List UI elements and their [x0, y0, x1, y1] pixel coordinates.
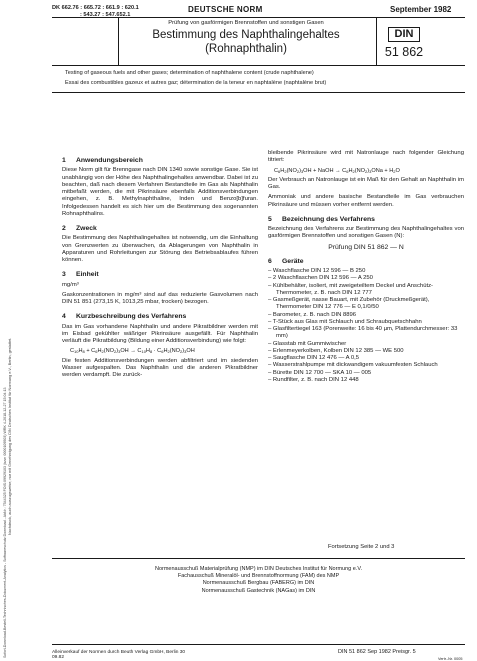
- section-3-unit: mg/m³: [62, 281, 79, 288]
- continuation-note: Fortsetzung Seite 2 und 3: [328, 544, 395, 550]
- right-column: [268, 150, 464, 384]
- test-designation: Prüfung DIN 51 862 — N: [328, 243, 404, 251]
- equipment-list: [268, 268, 464, 384]
- section-1-text: Diese Norm gilt für Brenngase nach DIN 1340 sowie sonstige Gase. Sie ist unabhängig von der Höhe des Naphthalingehaltes anwendbar. Dabei ist zu beachten, daß nach diesem Verfahren Bestandteile im Gas als Naphthalin mitbefaßt werden, die mit Pikrinsäure ebenfalls Additionsverbindungen eingehen, z. B. Methylnaphthaline, Inden und Benzo[b]furan. Infolgedessen handelt es sich hier um die Bestimmung des sogenannten Rohnaphthalins.: [62, 167, 258, 217]
- committee-line: Fachausschuß Mineralöl- und Brennstoffnormung (FAM) des NMP: [177, 573, 340, 580]
- section-number: 4: [62, 313, 66, 321]
- publisher-info: [52, 650, 185, 660]
- committee-line: Normenausschuß Gastechnik (NAGas) im DIN: [201, 587, 316, 594]
- section-title: Geräte: [282, 257, 304, 265]
- equipment-item: – Barometer, z. B. nach DIN 8896: [268, 311, 357, 318]
- equipment-item: – Bürette DIN 12 700 — SKA 10 — 005: [268, 369, 372, 376]
- translation-rule: [52, 92, 465, 93]
- section-4-heading: [62, 313, 258, 320]
- equipment-item: – Gasmeßgerät, nasse Bauart, mit Zubehör (Druckmeßgerät), Thermometer DIN 12 776 — E 0,1/0/50: [268, 297, 430, 311]
- equipment-item: – Glasstab mit Gummiwischer: [268, 340, 347, 347]
- ammonia-text: Ammoniak und andere basische Bestandteile im Gas verbrauchen Pikrinsäure und müssen vorher entfernt werden.: [268, 194, 464, 208]
- document-title: Bestimmung des Naphthalingehaltes: [152, 29, 340, 41]
- footer-rule: [52, 558, 465, 559]
- din-logo: DIN: [388, 27, 420, 42]
- section-title: Bezeichnung des Verfahrens: [282, 215, 375, 223]
- equipment-item: – Kühlbehälter, isoliert, mit zweigeteiltem Deckel und Anschütz-Thermometer, z. B. nach DIN 12 777: [268, 282, 434, 296]
- titration-formula: $C_6H_2(NO_2)_3OH$ + NaOH → $C_6H_2(NO_2)_3ONa + H_2O$: [274, 167, 400, 174]
- section-2-text: Die Bestimmung des Naphthalingehaltes ist notwendig, um die Einhaltung von Grenzwerten zu überwachen, da Ablagerungen von Naphthalin in Apparaturen und Rohrleitungen zur Störung des Betriebsablaufes führen können.: [62, 235, 258, 263]
- section-number: 1: [62, 157, 66, 164]
- section-4-text: Das im Gas vorhandene Naphthalin und andere Pikratbildner werden mit im Eisbad gekühlter wäßriger Pikrinsäure ausgefällt. Für Naphthalin verläuft die Pikratbildung (Bildung einer Additionsverbindung) wie folgt:: [62, 323, 258, 344]
- section-title: Kurzbeschreibung des Verfahrens: [76, 313, 187, 321]
- title-left-divider: [118, 17, 119, 65]
- section-5-heading: [268, 216, 464, 223]
- title-right-divider: [376, 17, 377, 65]
- committee-footer: [52, 566, 465, 595]
- section-2-heading: [62, 225, 258, 232]
- header-bottom-rule: [52, 65, 465, 66]
- section-3-heading: [62, 271, 258, 278]
- equipment-item: – T-Stück aus Glas mit Schlauch und Schraubquetschhahn: [268, 318, 422, 325]
- equipment-item: – Glasfiltertiegel 163 (Porenweite: 16 bis 40 µm, Plattendurchmesser: 33 mm): [268, 326, 458, 340]
- document-subtitle: Prüfung von gasförmigen Brennstoffen und sonstigen Gasen: [168, 20, 324, 26]
- document-title-sub: (Rohnaphthalin): [205, 43, 287, 55]
- equipment-item: – Waschflasche DIN 12 596 — B 250: [268, 268, 366, 274]
- equipment-item: – Erlenmeyerkolben, Kolben DIN 12 385 — WE 500: [268, 347, 404, 354]
- equipment-item: – Rundfilter, z. B. nach DIN 12 448: [268, 376, 359, 383]
- section-3-text: Gaskonzentrationen in mg/m³ sind auf das reduzierte Gasvolumen nach DIN 51 851 (273,15 K, 1013,25 mbar, trocken) bezogen.: [62, 291, 258, 305]
- section-title: Anwendungsbereich: [76, 157, 143, 164]
- dk-line-2: : 543.27 : 547.652.1: [80, 12, 131, 18]
- section-number: 2: [62, 225, 66, 232]
- section-title: Einheit: [76, 271, 99, 279]
- equipment-item: – Saugflasche DIN 12 476 — A 0,5: [268, 355, 360, 361]
- dk-line-1: DK 662.76 : 665.72 : 661.9 : 620.1: [52, 5, 139, 11]
- section-1-heading: [62, 157, 258, 164]
- committee-line: Normenausschuß Bergbau (FABERG) im DIN: [202, 580, 315, 587]
- equipment-item: – Wasserstrahlpumpe mit dickwandigem vakuumfesten Schlauch: [268, 362, 438, 369]
- equipment-item: – 2 Waschflaschen DIN 12 596 — A 250: [268, 275, 373, 282]
- section-4-text-2: Die festen Additionsverbindungen werden abfiltriert und im siedenden Wasser aufgespalten. Das Naphthalin und die anderen Pikratbildner werden verdampft. Die zurück-: [62, 357, 258, 378]
- download-stamp-text: Sofort-Download-Bestell-Technisches-Dokument-Analytics - Softwareschutz Download - AbNr.: 7544325 FOIS:09929103 (bzw. 0000109503) WRK 4-2018-12-27 15:04:13: [3, 387, 7, 658]
- publisher-code: 09.82: [52, 655, 65, 660]
- translation-english: Testing of gaseous fuels and other gases; determination of naphthalene content (crude naphthalene): [65, 70, 314, 76]
- standard-type: DEUTSCHE NORM: [188, 5, 263, 14]
- reprint-notice-text: Nachdruck, auch auszugsweise, nur mit Genehmigung des DIN Deutsches Institut für Normung e.V., Berlin, gestattet.: [8, 337, 12, 535]
- left-column: [62, 150, 258, 379]
- section-5-text: Bezeichnung des Verfahrens zur Bestimmung des Naphthalingehaltes von gasförmigen Brennstoffen und sonstigen Gasen (N):: [268, 226, 464, 240]
- section-6-heading: [268, 258, 464, 265]
- price-note: Vertr.-Nr. 0005: [438, 657, 463, 661]
- committee-line: Normenausschuß Materialprüfung (NMP) im DIN Deutsches Institut für Normung e.V.: [154, 566, 363, 572]
- section-number: 3: [62, 271, 66, 279]
- consumption-text: Der Verbrauch an Natronlauge ist ein Maß für den Gehalt an Naphthalin im Gas.: [268, 176, 464, 190]
- reprint-notice-vertical: [8, 95, 18, 535]
- issue-date: September 1982: [390, 5, 452, 14]
- pikrat-formula: $C_{10}H_8 + C_6H_2(NO_2)_3OH \to C_{10}H_8 \cdot C_6H_2(NO_2)_3OH$: [70, 348, 195, 355]
- publisher-text: Alleinverkauf der Normen durch Beuth Verlag GmbH, Berlin 30: [52, 650, 186, 655]
- section-title: Zweck: [76, 225, 97, 232]
- section-number: 5: [268, 215, 272, 223]
- bottom-rule: [52, 644, 465, 645]
- titration-intro: bleibende Pikrinsäure wird mit Natronlauge nach folgender Gleichung titriert:: [268, 150, 464, 164]
- din-number: 51 862: [384, 45, 424, 59]
- document-code: DIN 51 862 Sep 1982 Preisgr. 5: [338, 649, 416, 655]
- translation-french: Essai des combustibles gazeux et autres gaz; détermination de la teneur en naphtalène (naphtalène brut): [65, 80, 327, 86]
- section-number: 6: [268, 257, 272, 265]
- header-top-rule: [52, 17, 465, 18]
